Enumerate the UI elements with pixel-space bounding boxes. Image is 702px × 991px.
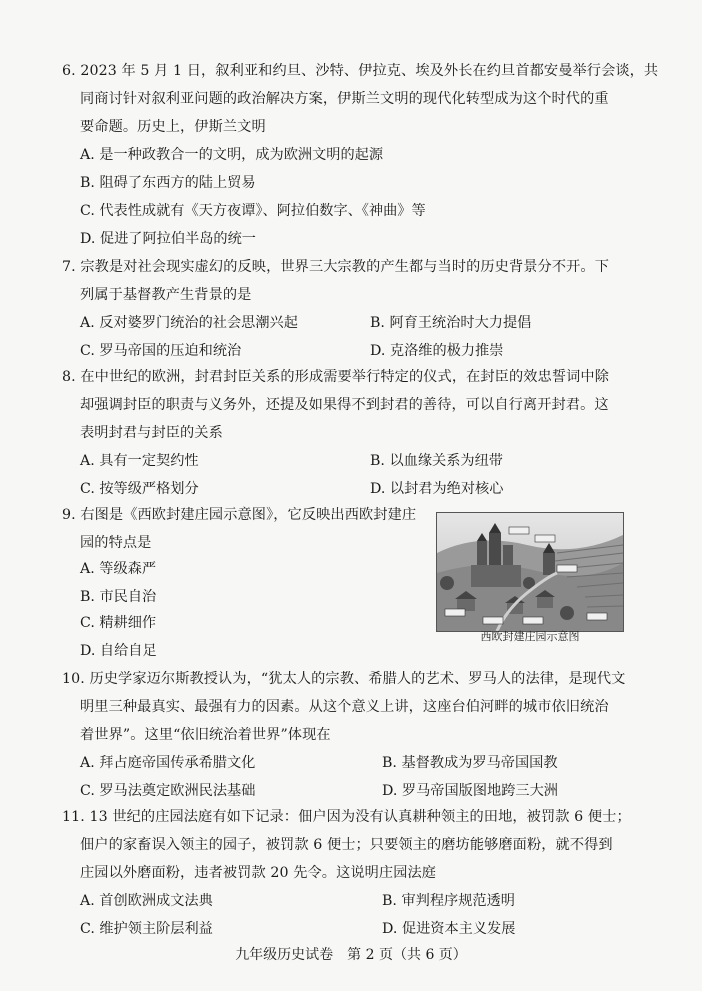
q7-stem-line-1: 7. 宗教是对社会现实虚幻的反映，世界三大宗教的产生都与当时的历史背景分不开。下	[62, 259, 609, 275]
q10-option-b: B. 基督教成为罗马帝国国教	[382, 755, 558, 771]
q10-option-c: C. 罗马法奠定欧洲民法基础	[80, 783, 256, 799]
q6-option-d: D. 促进了阿拉伯半岛的统一	[80, 231, 256, 247]
q8-option-c: C. 按等级严格划分	[80, 481, 199, 497]
q10-stem-line-3: 着世界”。这里“依旧统治着世界”体现在	[80, 727, 331, 743]
page-footer: 九年级历史试卷 第 2 页（共 6 页）	[235, 947, 467, 963]
q11-option-c: C. 维护领主阶层利益	[80, 921, 213, 937]
q9-option-a: A. 等级森严	[80, 561, 157, 577]
q9-option-d: D. 自给自足	[80, 643, 157, 659]
manor-illustration	[436, 512, 624, 632]
q7-stem-line-2: 列属于基督教产生背景的是	[80, 287, 252, 303]
manor-illustration-drawing	[437, 513, 623, 631]
q10-stem-line-2: 明里三种最真实、最强有力的因素。从这个意义上讲，这座台伯河畔的城市依旧统治	[80, 699, 609, 715]
q6-option-a: A. 是一种政教合一的文明，成为欧洲文明的起源	[80, 147, 384, 163]
q6-stem-line-1: 6. 2023 年 5 月 1 日，叙利亚和约旦、沙特、伊拉克、埃及外长在约旦首都安曼举行会谈，共	[62, 63, 659, 79]
q11-option-d: D. 促进资本主义发展	[382, 921, 516, 937]
q6-option-b: B. 阻碍了东西方的陆上贸易	[80, 175, 256, 191]
q8-option-d: D. 以封君为绝对核心	[370, 481, 504, 497]
q7-option-b: B. 阿育王统治时大力提倡	[370, 315, 532, 331]
q8-option-a: A. 具有一定契约性	[80, 453, 199, 469]
q10-option-a: A. 拜占庭帝国传承希腊文化	[80, 755, 256, 771]
q6-stem-line-2: 同商讨针对叙利亚问题的政治解决方案，伊斯兰文明的现代化转型成为这个时代的重	[80, 91, 609, 107]
q7-option-c: C. 罗马帝国的压迫和统治	[80, 343, 242, 359]
q11-stem-line-2: 佃户的家畜误入领主的园子，被罚款 6 便士；只要领主的磨坊能够磨面粉，就不得到	[80, 837, 613, 853]
q9-option-b: B. 市民自治	[80, 589, 157, 605]
q8-stem-line-3: 表明封君与封臣的关系	[80, 425, 223, 441]
q7-option-d: D. 克洛维的极力推崇	[370, 343, 504, 359]
figure-caption: 西欧封建庄园示意图	[480, 630, 580, 643]
q8-option-b: B. 以血缘关系为纽带	[370, 453, 503, 469]
q8-stem-line-1: 8. 在中世纪的欧洲，封君封臣关系的形成需要举行特定的仪式，在封臣的效忠誓词中除	[62, 369, 609, 385]
q11-stem-line-1: 11. 13 世纪的庄园法庭有如下记录：佃户因为没有认真耕种领主的田地，被罚款 6 便士；	[62, 809, 631, 825]
q7-option-a: A. 反对婆罗门统治的社会思潮兴起	[80, 315, 298, 331]
q9-option-c: C. 精耕细作	[80, 615, 157, 631]
q9-stem-line-1: 9. 右图是《西欧封建庄园示意图》，它反映出西欧封建庄	[62, 507, 417, 523]
q11-stem-line-3: 庄园以外磨面粉，违者被罚款 20 先令。这说明庄园法庭	[80, 865, 437, 881]
q10-stem-line-1: 10. 历史学家迈尔斯教授认为，“犹太人的宗教、希腊人的艺术、罗马人的法律，是现代文	[62, 671, 626, 687]
q11-option-b: B. 审判程序规范透明	[382, 893, 515, 909]
q6-stem-line-3: 要命题。历史上，伊斯兰文明	[80, 119, 266, 135]
q10-option-d: D. 罗马帝国版图地跨三大洲	[382, 783, 558, 799]
q9-stem-line-2: 园的特点是	[80, 535, 152, 551]
q6-option-c: C. 代表性成就有《天方夜谭》、阿拉伯数字、《神曲》等	[80, 203, 426, 219]
q8-stem-line-2: 却强调封臣的职责与义务外，还提及如果得不到封君的善待，可以自行离开封君。这	[80, 397, 609, 413]
q11-option-a: A. 首创欧洲成文法典	[80, 893, 213, 909]
